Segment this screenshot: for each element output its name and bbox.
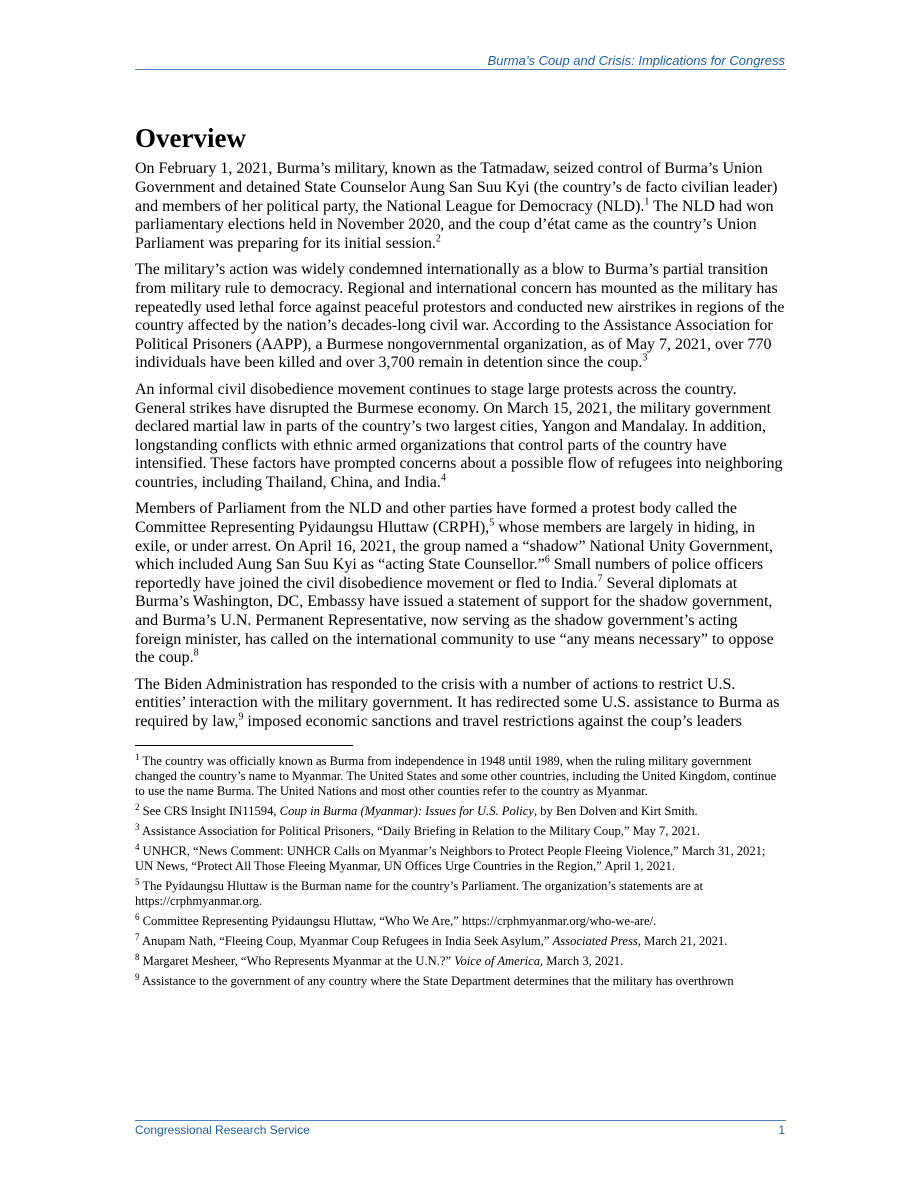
footnote-reference: 7 (135, 931, 140, 942)
text-run: An informal civil disobedience movement continues to stage large protests across the country. General strikes have disrupted the Burmese economy. On March 15, 2021, the military government declared martial law in parts of the country’s two largest cities, Yangon and Mandalay. In addition, longstanding conflicts with ethnic armed organizations that control parts of the country have intensified. These factors have prompted concerns about a possible flow of refugees into neighboring countries, including Thailand, China, and India. (135, 380, 783, 491)
footer-organization: Congressional Research Service (135, 1123, 310, 1137)
body-paragraph (135, 261, 786, 373)
footnote-reference: 5 (489, 517, 495, 529)
footnote-reference: 3 (642, 353, 648, 364)
text-run: The Pyidaungsu Hluttaw is the Burman name for the country’s Parliament. The organization’s statements are at https://crphmyanmar.org. (135, 878, 703, 908)
italic-text: Associated Press, (552, 933, 641, 948)
footnote-reference: 8 (135, 951, 140, 962)
footnote-item (135, 751, 786, 799)
text-run: Committee Representing Pyidaungsu Hluttaw, “Who We Are,” https://crphmyanmar.org/who-we-are/. (139, 913, 657, 928)
footnote-item (135, 931, 786, 949)
body-paragraph (135, 676, 786, 732)
footnote-item (135, 911, 786, 929)
text-run: On February 1, 2021, Burma’s military, known as the Tatmadaw, seized control of Burma’s Union Government and detained State Counselor Aung San Suu Kyi (the country’s de facto civilian leader) and members of her political party, the National League for Democracy (NLD). (135, 160, 778, 215)
footnote-reference: 6 (135, 911, 140, 922)
footnote-item (135, 841, 786, 874)
text-run: , by Ben Dolven and Kirt Smith. (533, 803, 698, 818)
footnote-reference: 4 (135, 841, 140, 852)
italic-text: Coup in Burma (Myanmar): Issues for U.S. Policy (279, 803, 534, 818)
footnote-reference: 2 (135, 801, 140, 812)
footnote-reference: 9 (238, 711, 244, 723)
text-run: imposed economic sanctions and travel restrictions against the coup’s leaders (243, 713, 742, 731)
text-run: The military’s action was widely condemned internationally as a blow to Burma’s partial transition from military rule to democracy. Regional and international concern has mounted as the military has repeatedly used lethal force against peaceful protestors and conducted new airstrikes in regions of the country affected by the nation’s decades-long civil war. According to the Assistance Association for Political Prisoners (AAPP), a Burmese nongovernmental organization, as of May 7, 2021, over 770 individuals have been killed and over 3,700 remain in detention since the coup. (135, 261, 785, 372)
footnote-reference: 1 (644, 196, 650, 208)
text-run: March 21, 2021. (640, 933, 728, 948)
footnote-reference: 8 (193, 647, 199, 659)
footnote-reference: 3 (135, 821, 140, 832)
header-rule (135, 69, 786, 70)
footnotes (135, 751, 786, 989)
footnote-item (135, 971, 786, 989)
running-header-title: Burma’s Coup and Crisis: Implications for Congress (487, 53, 785, 68)
body-paragraphs (135, 160, 786, 731)
text-run: Several diplomats at Burma’s Washington, DC, Embassy have issued a statement of support for the shadow government, and Burma’s U.N. Permanent Representative, now serving as the shadow government’s acting foreign minister, has called on the international community to use “any means necessary” to oppose the coup. (135, 574, 774, 667)
italic-text: Voice of America, (454, 953, 544, 968)
text-run: The country was officially known as Burma from independence in 1948 until 1989, when the ruling military government changed the country’s name to Myanmar. The United States and some other countries, including the United Kingdom, continue to use the name Burma. The United Nations and most other counties refer to the country as Myanmar. (135, 753, 777, 798)
text-run: Assistance to the government of any country where the State Department determines that the military has overthrown (139, 973, 734, 988)
text-run: See CRS Insight IN11594, (139, 803, 280, 818)
text-run: Members of Parliament from the NLD and other parties have formed a protest body called the Committee Representing Pyidaungsu Hluttaw (CRPH), (135, 500, 738, 537)
footnote-reference: 2 (435, 233, 441, 245)
footnote-reference: 6 (544, 554, 550, 566)
text-run: The Biden Administration has responded to the crisis with a number of actions to restrict U.S. entities’ interaction with the military government. It has redirected some U.S. assistance to Burma as required by law, (135, 675, 780, 731)
text-run: Assistance Association for Political Prisoners, “Daily Briefing in Relation to the Military Coup,” May 7, 2021. (139, 823, 700, 838)
footnote-reference: 7 (597, 573, 603, 585)
text-run: Margaret Mesheer, “Who Represents Myanmar at the U.N.?” (139, 953, 455, 968)
footnote-separator (135, 745, 353, 746)
text-run: The NLD had won parliamentary elections held in November 2020, and the coup d’état came as the country’s Union Parliament was preparing for its initial session. (135, 197, 774, 252)
body-paragraph (135, 160, 786, 253)
footnote-reference: 1 (135, 751, 140, 762)
footnote-item (135, 801, 786, 819)
footnote-item (135, 876, 786, 909)
body-paragraph (135, 381, 786, 493)
text-run: Small numbers of police officers reportedly have joined the civil disobedience movement or fled to India. (135, 556, 764, 592)
section-title: Overview (135, 123, 246, 153)
footnote-reference: 4 (440, 472, 446, 484)
footnote-item (135, 821, 786, 839)
footnote-reference: 5 (135, 876, 140, 887)
text-run: whose members are largely in hiding, in exile, or under arrest. On April 16, 2021, the group named a “shadow” National Unity Government, which included Aung San Suu Kyi as “acting State Counsellor.” (135, 519, 774, 574)
page-body (135, 122, 786, 994)
footer-page-number: 1 (778, 1123, 785, 1137)
text-run: March 3, 2021. (543, 953, 624, 968)
text-run: UNHCR, “News Comment: UNHCR Calls on Myanmar’s Neighbors to Protect People Fleeing Violence,” March 31, 2021; UN News, “Protect All Those Fleeing Myanmar, UN Offices Urge Countries in the Region,” April 1, 2021. (135, 843, 766, 873)
text-run: Anupam Nath, “Fleeing Coup, Myanmar Coup Refugees in India Seek Asylum,” (139, 933, 553, 948)
footer-rule (135, 1120, 786, 1121)
footnote-item (135, 951, 786, 969)
footnote-reference: 9 (135, 971, 140, 982)
body-paragraph (135, 500, 786, 667)
